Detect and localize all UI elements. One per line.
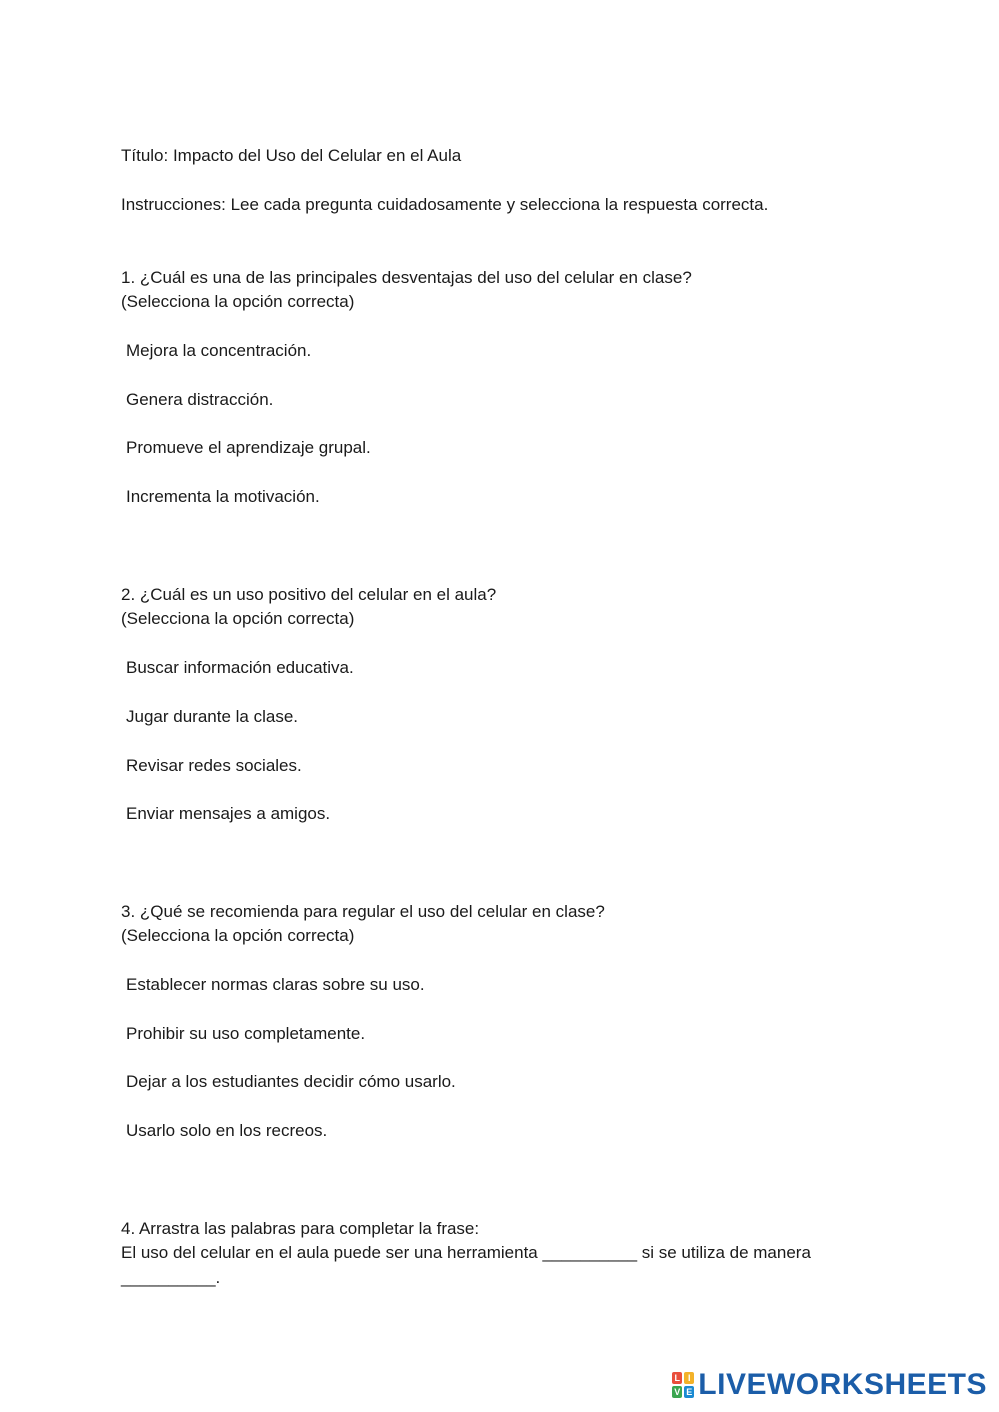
- question-3-option[interactable]: Prohibir su uso completamente.: [126, 1024, 366, 1043]
- question-1-prompt: 1. ¿Cuál es una de las principales desventajas del uso del celular en clase?: [121, 268, 692, 287]
- logo-letter-e: E: [686, 1387, 693, 1397]
- question-2-option[interactable]: Revisar redes sociales.: [126, 756, 302, 775]
- question-3-hint: (Selecciona la opción correcta): [121, 926, 355, 945]
- instructions: Instrucciones: Lee cada pregunta cuidadosamente y selecciona la respuesta correcta.: [121, 195, 769, 214]
- question-1-option[interactable]: Incrementa la motivación.: [126, 487, 320, 506]
- question-1-option[interactable]: Genera distracción.: [126, 390, 274, 409]
- question-1-hint: (Selecciona la opción correcta): [121, 292, 355, 311]
- question-3-option[interactable]: Dejar a los estudiantes decidir cómo usarlo.: [126, 1072, 456, 1091]
- question-2-option[interactable]: Enviar mensajes a amigos.: [126, 804, 331, 823]
- logo-letter-l: L: [672, 1372, 682, 1384]
- question-2-prompt: 2. ¿Cuál es un uso positivo del celular en el aula?: [121, 585, 497, 604]
- question-1-option[interactable]: Promueve el aprendizaje grupal.: [126, 438, 371, 457]
- liveworksheets-logo: [672, 1370, 987, 1400]
- question-2-hint: (Selecciona la opción correcta): [121, 609, 355, 628]
- page-title: Título: Impacto del Uso del Celular en el Aula: [121, 146, 462, 165]
- logo-mark-icon: [672, 1372, 694, 1398]
- question-3-option[interactable]: Establecer normas claras sobre su uso.: [126, 975, 425, 994]
- question-4-sentence[interactable]: El uso del celular en el aula puede ser una herramienta __________ si se utiliza de manera: [121, 1243, 811, 1262]
- question-1-option[interactable]: Mejora la concentración.: [126, 341, 312, 360]
- question-3-option[interactable]: Usarlo solo en los recreos.: [126, 1121, 328, 1140]
- logo-letter-v: V: [674, 1387, 681, 1397]
- question-4-sentence-end[interactable]: __________.: [121, 1268, 221, 1287]
- logo-letter-i: I: [684, 1372, 694, 1384]
- logo-text: LIVEWORKSHEETS: [698, 1368, 987, 1401]
- question-2-option[interactable]: Jugar durante la clase.: [126, 707, 298, 726]
- question-2-option[interactable]: Buscar información educativa.: [126, 658, 354, 677]
- question-3-prompt: 3. ¿Qué se recomienda para regular el uso del celular en clase?: [121, 902, 605, 921]
- question-4-prompt: 4. Arrastra las palabras para completar la frase:: [121, 1219, 480, 1238]
